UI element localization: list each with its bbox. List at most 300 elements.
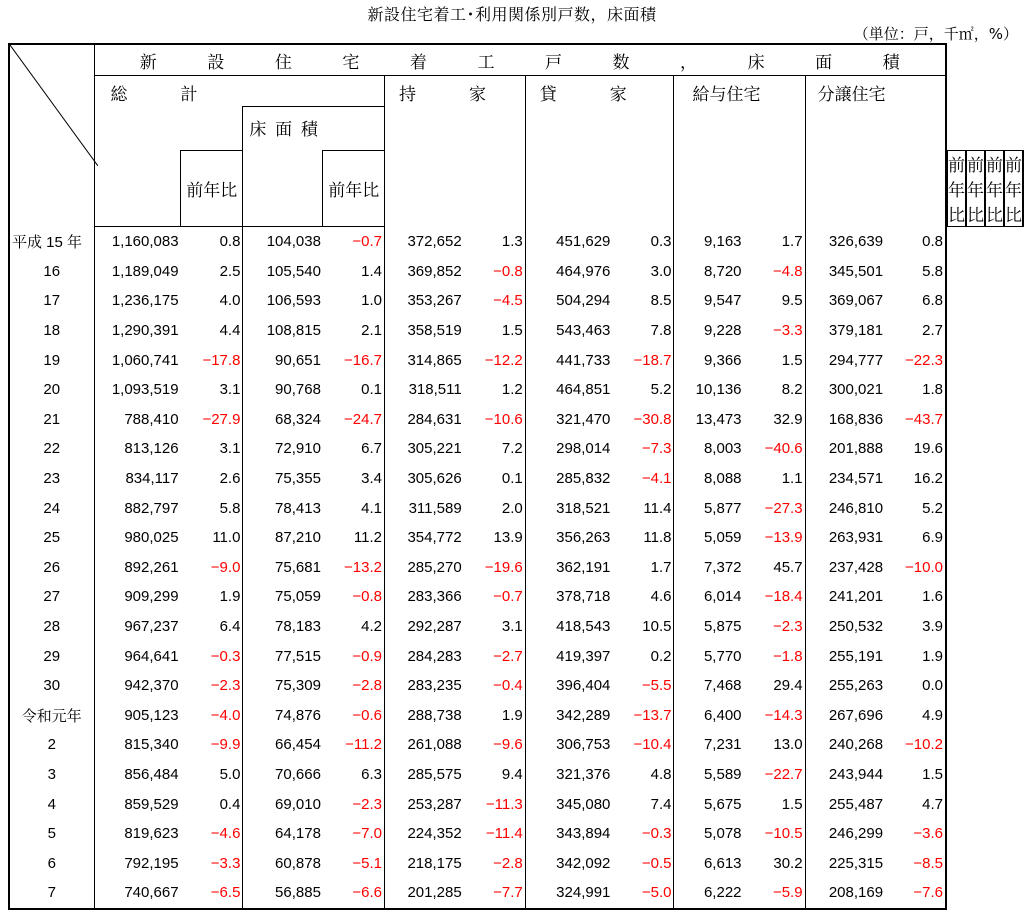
- header-total: 総 計: [94, 76, 384, 107]
- header-floor-area: 床 面 積: [243, 107, 385, 151]
- cell-area-yoy: −2.8: [323, 671, 385, 701]
- header-spread-char: 床: [747, 52, 765, 72]
- page-title: 新設住宅着工･利用関係別戸数，床面積: [367, 5, 657, 24]
- cell-sale: 345,501: [828, 262, 884, 280]
- cell-sale-yoy: 6.8: [885, 286, 946, 316]
- cell-area: 74,876: [275, 706, 321, 724]
- cell-owned-yoy: 3.1: [464, 612, 526, 642]
- cell-company: 9,163: [703, 233, 742, 251]
- cell-total: 792,195: [124, 854, 179, 872]
- header-spread-char: 戸: [544, 52, 562, 72]
- cell-owned-yoy: −10.6: [464, 405, 526, 435]
- cell-area: 90,768: [275, 381, 321, 399]
- cell-company-yoy: −40.6: [744, 434, 806, 464]
- cell-company: 9,547: [703, 292, 742, 310]
- header-owned-yoy: 前年比: [948, 151, 966, 227]
- cell-total-yoy: −2.3: [181, 671, 243, 701]
- cell-total-yoy: 1.9: [181, 582, 243, 612]
- cell-owned: 305,221: [407, 440, 462, 458]
- table-row: [9, 405, 1023, 435]
- cell-total-yoy: 6.4: [181, 612, 243, 642]
- table-row: [9, 493, 1023, 523]
- cell-area: 64,178: [275, 825, 321, 843]
- cell-sale: 246,299: [828, 825, 884, 843]
- cell-total: 1,189,049: [111, 262, 179, 280]
- cell-total: 834,117: [125, 470, 179, 488]
- cell-sale-yoy: 6.9: [885, 523, 946, 553]
- cell-total: 813,126: [124, 440, 179, 458]
- cell-sale-yoy: −10.0: [885, 553, 946, 583]
- table-row: [9, 316, 1023, 346]
- row-label: 21: [9, 405, 94, 435]
- cell-area: 108,815: [266, 322, 321, 340]
- header-company-yoy: 前年比: [986, 151, 1004, 227]
- cell-rented-yoy: −30.8: [612, 405, 674, 435]
- cell-sale: 294,777: [828, 351, 884, 369]
- cell-company-yoy: −4.8: [744, 257, 806, 287]
- cell-area-yoy: −0.6: [323, 701, 385, 731]
- cell-sale-yoy: −8.5: [885, 848, 946, 878]
- cell-sale: 237,428: [828, 558, 884, 576]
- header-spread-char: 工: [477, 52, 495, 72]
- cell-total: 815,340: [124, 736, 179, 754]
- cell-owned-yoy: −2.7: [464, 641, 526, 671]
- cell-total: 942,370: [124, 677, 179, 695]
- cell-total-yoy: −6.5: [181, 878, 243, 909]
- cell-total-yoy: 5.8: [181, 493, 243, 523]
- cell-owned: 253,287: [407, 795, 462, 813]
- cell-total-yoy: 4.4: [181, 316, 243, 346]
- cell-rented-yoy: 7.8: [612, 316, 674, 346]
- cell-sale: 255,191: [828, 647, 884, 665]
- cell-total-yoy: 4.0: [181, 286, 243, 316]
- cell-area: 75,059: [275, 588, 321, 606]
- header-sale: 分譲住宅: [805, 76, 946, 227]
- cell-area: 105,540: [266, 262, 321, 280]
- cell-company: 5,589: [703, 765, 742, 783]
- header-area-yoy: 前年比: [323, 151, 385, 227]
- cell-owned-yoy: −11.3: [464, 789, 526, 819]
- cell-area: 90,651: [275, 351, 321, 369]
- cell-total-yoy: 3.1: [181, 375, 243, 405]
- cell-rented-yoy: −5.5: [612, 671, 674, 701]
- table-row: [9, 671, 1023, 701]
- cell-rented-yoy: −4.1: [612, 464, 674, 494]
- cell-company: 8,720: [703, 262, 742, 280]
- cell-owned: 372,652: [407, 233, 462, 251]
- row-label: 30: [9, 671, 94, 701]
- cell-rented-yoy: 5.2: [612, 375, 674, 405]
- cell-total-yoy: −17.8: [181, 345, 243, 375]
- cell-area-yoy: 6.7: [323, 434, 385, 464]
- cell-owned-yoy: −0.4: [464, 671, 526, 701]
- row-label: 19: [9, 345, 94, 375]
- cell-rented: 345,080: [556, 795, 611, 813]
- cell-rented-yoy: −0.5: [612, 848, 674, 878]
- cell-sale-yoy: 4.7: [885, 789, 946, 819]
- cell-company: 5,875: [703, 618, 742, 636]
- cell-rented-yoy: −7.3: [612, 434, 674, 464]
- cell-rented: 321,376: [556, 765, 611, 783]
- cell-company: 7,231: [703, 736, 742, 754]
- cell-owned-yoy: 7.2: [464, 434, 526, 464]
- cell-sale: 250,532: [828, 618, 884, 636]
- cell-company: 5,675: [703, 795, 742, 813]
- table-row: [9, 582, 1023, 612]
- cell-company: 9,366: [703, 351, 742, 369]
- cell-area-yoy: −13.2: [323, 553, 385, 583]
- cell-area-yoy: 2.1: [323, 316, 385, 346]
- cell-total: 1,060,741: [111, 351, 179, 369]
- cell-owned: 305,626: [407, 470, 462, 488]
- header-company: 給与住宅: [674, 76, 805, 227]
- cell-sale: 208,169: [805, 878, 885, 909]
- row-label: 4: [9, 789, 94, 819]
- cell-company-yoy: −2.3: [744, 612, 806, 642]
- cell-sale-yoy: −43.7: [885, 405, 946, 435]
- cell-company: 6,014: [703, 588, 742, 606]
- cell-area: 78,413: [275, 499, 321, 517]
- cell-sale-yoy: −10.2: [885, 730, 946, 760]
- row-label: 24: [9, 493, 94, 523]
- cell-owned: 283,235: [407, 677, 462, 695]
- cell-company: 10,136: [695, 381, 742, 399]
- cell-total-yoy: −9.0: [181, 553, 243, 583]
- cell-owned: 218,175: [407, 854, 462, 872]
- cell-rented: 441,733: [556, 351, 611, 369]
- row-label: 16: [9, 257, 94, 287]
- cell-company: 7,372: [703, 558, 742, 576]
- cell-sale-yoy: 1.8: [885, 375, 946, 405]
- cell-total: 905,123: [124, 706, 179, 724]
- cell-company: 8,003: [703, 440, 742, 458]
- cell-rented: 464,851: [556, 381, 611, 399]
- cell-rented: 298,014: [556, 440, 611, 458]
- cell-sale-yoy: 1.5: [885, 760, 946, 790]
- cell-total: 967,237: [124, 618, 179, 636]
- cell-owned: 224,352: [407, 825, 462, 843]
- cell-total: 1,093,519: [111, 381, 179, 399]
- table-row: [9, 553, 1023, 583]
- cell-owned-yoy: 2.0: [464, 493, 526, 523]
- cell-owned: 285,270: [407, 558, 462, 576]
- cell-area-yoy: 1.0: [323, 286, 385, 316]
- cell-sale: 379,181: [828, 322, 884, 340]
- cell-sale: 255,263: [828, 677, 884, 695]
- table-row: [9, 375, 1023, 405]
- cell-owned-yoy: −12.2: [464, 345, 526, 375]
- table-row: [9, 730, 1023, 760]
- cell-rented-yoy: 7.4: [612, 789, 674, 819]
- housing-starts-table: [8, 43, 1024, 910]
- cell-rented: 342,289: [556, 706, 611, 724]
- cell-rented: 321,470: [556, 410, 611, 428]
- cell-total-yoy: −3.3: [181, 848, 243, 878]
- cell-company: 5,078: [703, 825, 742, 843]
- cell-area: 75,355: [275, 470, 321, 488]
- cell-sale: 300,021: [828, 381, 884, 399]
- cell-company-yoy: 9.5: [744, 286, 806, 316]
- table-row: [9, 257, 1023, 287]
- cell-rented-yoy: −18.7: [612, 345, 674, 375]
- cell-area: 70,666: [275, 765, 321, 783]
- row-label: 18: [9, 316, 94, 346]
- cell-owned: 369,852: [407, 262, 462, 280]
- row-label: 26: [9, 553, 94, 583]
- cell-total-yoy: −27.9: [181, 405, 243, 435]
- cell-company-yoy: 45.7: [744, 553, 806, 583]
- cell-owned-yoy: −19.6: [464, 553, 526, 583]
- cell-company: 5,059: [703, 529, 742, 547]
- cell-owned: 292,287: [407, 618, 462, 636]
- cell-sale: 225,315: [828, 854, 884, 872]
- cell-rented: 362,191: [556, 558, 611, 576]
- corner-diagonal-cell: [9, 44, 94, 227]
- header-rented: 貸 家: [525, 76, 674, 227]
- cell-sale: 234,571: [828, 470, 884, 488]
- cell-owned-yoy: −7.7: [464, 878, 526, 909]
- cell-rented: 504,294: [556, 292, 611, 310]
- cell-sale: 243,944: [828, 765, 884, 783]
- table-row: [9, 286, 1023, 316]
- cell-area-yoy: 11.2: [323, 523, 385, 553]
- cell-total-yoy: −0.3: [181, 641, 243, 671]
- cell-company-yoy: −22.7: [744, 760, 806, 790]
- cell-owned-yoy: −9.6: [464, 730, 526, 760]
- cell-company: 13,473: [695, 410, 742, 428]
- cell-rented: 464,976: [556, 262, 611, 280]
- cell-area-yoy: −0.8: [323, 582, 385, 612]
- table-row: [9, 701, 1023, 731]
- row-label: 28: [9, 612, 94, 642]
- cell-company: 5,877: [703, 499, 742, 517]
- table-row: [9, 819, 1023, 849]
- cell-company-yoy: 32.9: [744, 405, 806, 435]
- cell-rented: 418,543: [556, 618, 611, 636]
- cell-area-yoy: 1.4: [323, 257, 385, 287]
- cell-rented: 318,521: [556, 499, 611, 517]
- cell-company-yoy: 1.5: [744, 345, 806, 375]
- cell-total: 909,299: [124, 588, 179, 606]
- cell-company-yoy: 30.2: [744, 848, 806, 878]
- cell-area: 106,593: [266, 292, 321, 310]
- row-label: 23: [9, 464, 94, 494]
- cell-rented-yoy: −5.0: [612, 878, 674, 909]
- cell-total-yoy: −4.0: [181, 701, 243, 731]
- cell-owned-yoy: 1.5: [464, 316, 526, 346]
- cell-sale-yoy: 2.7: [885, 316, 946, 346]
- cell-sale: 263,931: [828, 529, 884, 547]
- cell-total: 740,667: [94, 878, 181, 909]
- cell-company: 8,088: [703, 470, 742, 488]
- cell-rented: 543,463: [556, 322, 611, 340]
- cell-owned-yoy: 1.2: [464, 375, 526, 405]
- cell-owned-yoy: 1.9: [464, 701, 526, 731]
- cell-sale: 267,696: [828, 706, 884, 724]
- header-spread-char: 住: [274, 52, 292, 72]
- cell-rented: 285,832: [556, 470, 611, 488]
- cell-owned: 201,285: [384, 878, 463, 909]
- row-label: 27: [9, 582, 94, 612]
- cell-rented-yoy: 11.4: [612, 493, 674, 523]
- cell-rented: 356,263: [556, 529, 611, 547]
- cell-sale: 255,487: [828, 795, 884, 813]
- cell-total: 856,484: [124, 765, 179, 783]
- table-row: [9, 641, 1023, 671]
- cell-sale-yoy: −22.3: [885, 345, 946, 375]
- cell-rented-yoy: 0.3: [612, 227, 674, 257]
- cell-company-yoy: 1.5: [744, 789, 806, 819]
- cell-total: 859,529: [124, 795, 179, 813]
- cell-total-yoy: −9.9: [181, 730, 243, 760]
- cell-company-yoy: 1.7: [744, 227, 806, 257]
- cell-rented: 419,397: [556, 647, 611, 665]
- diagonal-line: [10, 45, 98, 166]
- cell-company: 6,400: [703, 706, 742, 724]
- cell-total-yoy: −4.6: [181, 819, 243, 849]
- cell-sale: 240,268: [828, 736, 884, 754]
- cell-total-yoy: 3.1: [181, 434, 243, 464]
- cell-area-yoy: −24.7: [323, 405, 385, 435]
- header-spread-char: 着: [409, 52, 427, 72]
- cell-owned: 311,589: [408, 499, 462, 517]
- cell-area-yoy: −0.7: [323, 227, 385, 257]
- table-row: [9, 523, 1023, 553]
- cell-area-yoy: 3.4: [323, 464, 385, 494]
- table-row: [9, 612, 1023, 642]
- header-spread-char: 面: [815, 52, 833, 72]
- unit-label: （単位：戸，千㎡，%）: [853, 25, 1018, 43]
- row-label: 7: [9, 878, 94, 909]
- cell-owned: 314,865: [407, 351, 462, 369]
- header-spread-char: 積: [882, 52, 900, 72]
- cell-sale-yoy: 0.8: [885, 227, 946, 257]
- cell-company-yoy: −3.3: [744, 316, 806, 346]
- cell-sale-yoy: 0.0: [885, 671, 946, 701]
- cell-owned-yoy: −2.8: [464, 848, 526, 878]
- cell-sale-yoy: 5.8: [885, 257, 946, 287]
- cell-sale: 201,888: [828, 440, 884, 458]
- cell-total: 1,236,175: [111, 292, 179, 310]
- cell-owned: 288,738: [407, 706, 462, 724]
- cell-rented-yoy: 4.6: [612, 582, 674, 612]
- cell-sale-yoy: 1.9: [885, 641, 946, 671]
- cell-sale-yoy: −3.6: [885, 819, 946, 849]
- cell-total: 892,261: [124, 558, 179, 576]
- cell-rented: 451,629: [556, 233, 611, 251]
- cell-company-yoy: 29.4: [744, 671, 806, 701]
- cell-sale: 246,810: [828, 499, 884, 517]
- cell-sale-yoy: −7.6: [885, 878, 946, 909]
- header-owned: 持 家: [384, 76, 525, 227]
- cell-area: 66,454: [275, 736, 321, 754]
- cell-company: 7,468: [703, 677, 742, 695]
- cell-total: 1,160,083: [111, 233, 179, 251]
- cell-area: 72,910: [275, 440, 321, 458]
- cell-company-yoy: −13.9: [744, 523, 806, 553]
- cell-total: 964,641: [124, 647, 179, 665]
- cell-owned: 358,519: [407, 322, 462, 340]
- cell-owned-yoy: 13.9: [464, 523, 526, 553]
- cell-area: 75,681: [275, 558, 321, 576]
- cell-company-yoy: 1.1: [744, 464, 806, 494]
- cell-rented-yoy: 4.8: [612, 760, 674, 790]
- cell-owned-yoy: −11.4: [464, 819, 526, 849]
- row-label: 平成 15 年: [9, 227, 94, 257]
- cell-rented-yoy: −0.3: [612, 819, 674, 849]
- table-row: [9, 878, 1023, 909]
- row-label: 令和元年: [9, 701, 94, 731]
- cell-owned-yoy: 0.1: [464, 464, 526, 494]
- cell-area: 78,183: [275, 618, 321, 636]
- row-label: 6: [9, 848, 94, 878]
- row-label: 20: [9, 375, 94, 405]
- cell-area: 68,324: [275, 410, 321, 428]
- cell-total-yoy: 0.8: [181, 227, 243, 257]
- header-total-yoy: 前年比: [181, 151, 243, 227]
- header-spread-char: 新: [139, 52, 157, 72]
- cell-area: 60,878: [275, 854, 321, 872]
- table-row: [9, 848, 1023, 878]
- cell-company-yoy: 13.0: [744, 730, 806, 760]
- cell-company: 6,222: [674, 878, 744, 909]
- row-label: 22: [9, 434, 94, 464]
- cell-area: 104,038: [266, 233, 321, 251]
- cell-area-yoy: −0.9: [323, 641, 385, 671]
- cell-area-yoy: −5.1: [323, 848, 385, 878]
- cell-area-yoy: 4.2: [323, 612, 385, 642]
- cell-rented: 324,991: [525, 878, 612, 909]
- cell-owned: 284,631: [407, 410, 462, 428]
- cell-company-yoy: 8.2: [744, 375, 806, 405]
- cell-rented-yoy: 10.5: [612, 612, 674, 642]
- cell-area: 56,885: [243, 878, 323, 909]
- header-spread-char: 数: [612, 52, 630, 72]
- table-row: [9, 227, 1023, 257]
- cell-total: 1,290,391: [111, 322, 179, 340]
- cell-company-yoy: −18.4: [744, 582, 806, 612]
- row-label: 5: [9, 819, 94, 849]
- cell-owned-yoy: 9.4: [464, 760, 526, 790]
- cell-owned-yoy: −4.5: [464, 286, 526, 316]
- table-row: [9, 760, 1023, 790]
- cell-area-yoy: −16.7: [323, 345, 385, 375]
- cell-owned-yoy: −0.8: [464, 257, 526, 287]
- row-label: 3: [9, 760, 94, 790]
- cell-sale: 326,639: [828, 233, 884, 251]
- header-spread-char: 宅: [342, 52, 360, 72]
- cell-rented-yoy: 3.0: [612, 257, 674, 287]
- cell-area-yoy: 4.1: [323, 493, 385, 523]
- cell-sale-yoy: 16.2: [885, 464, 946, 494]
- cell-area: 75,309: [275, 677, 321, 695]
- cell-company: 9,228: [703, 322, 742, 340]
- cell-area-yoy: −11.2: [323, 730, 385, 760]
- cell-area: 77,515: [275, 647, 321, 665]
- cell-rented-yoy: 11.8: [612, 523, 674, 553]
- table-row: [9, 434, 1023, 464]
- table-row: [9, 789, 1023, 819]
- cell-company-yoy: −1.8: [744, 641, 806, 671]
- cell-owned: 318,511: [408, 381, 462, 399]
- cell-rented: 396,404: [556, 677, 611, 695]
- row-label: 17: [9, 286, 94, 316]
- table-row: [9, 345, 1023, 375]
- cell-total: 882,797: [124, 499, 179, 517]
- cell-company-yoy: −14.3: [744, 701, 806, 731]
- cell-owned-yoy: −0.7: [464, 582, 526, 612]
- cell-owned: 354,772: [407, 529, 462, 547]
